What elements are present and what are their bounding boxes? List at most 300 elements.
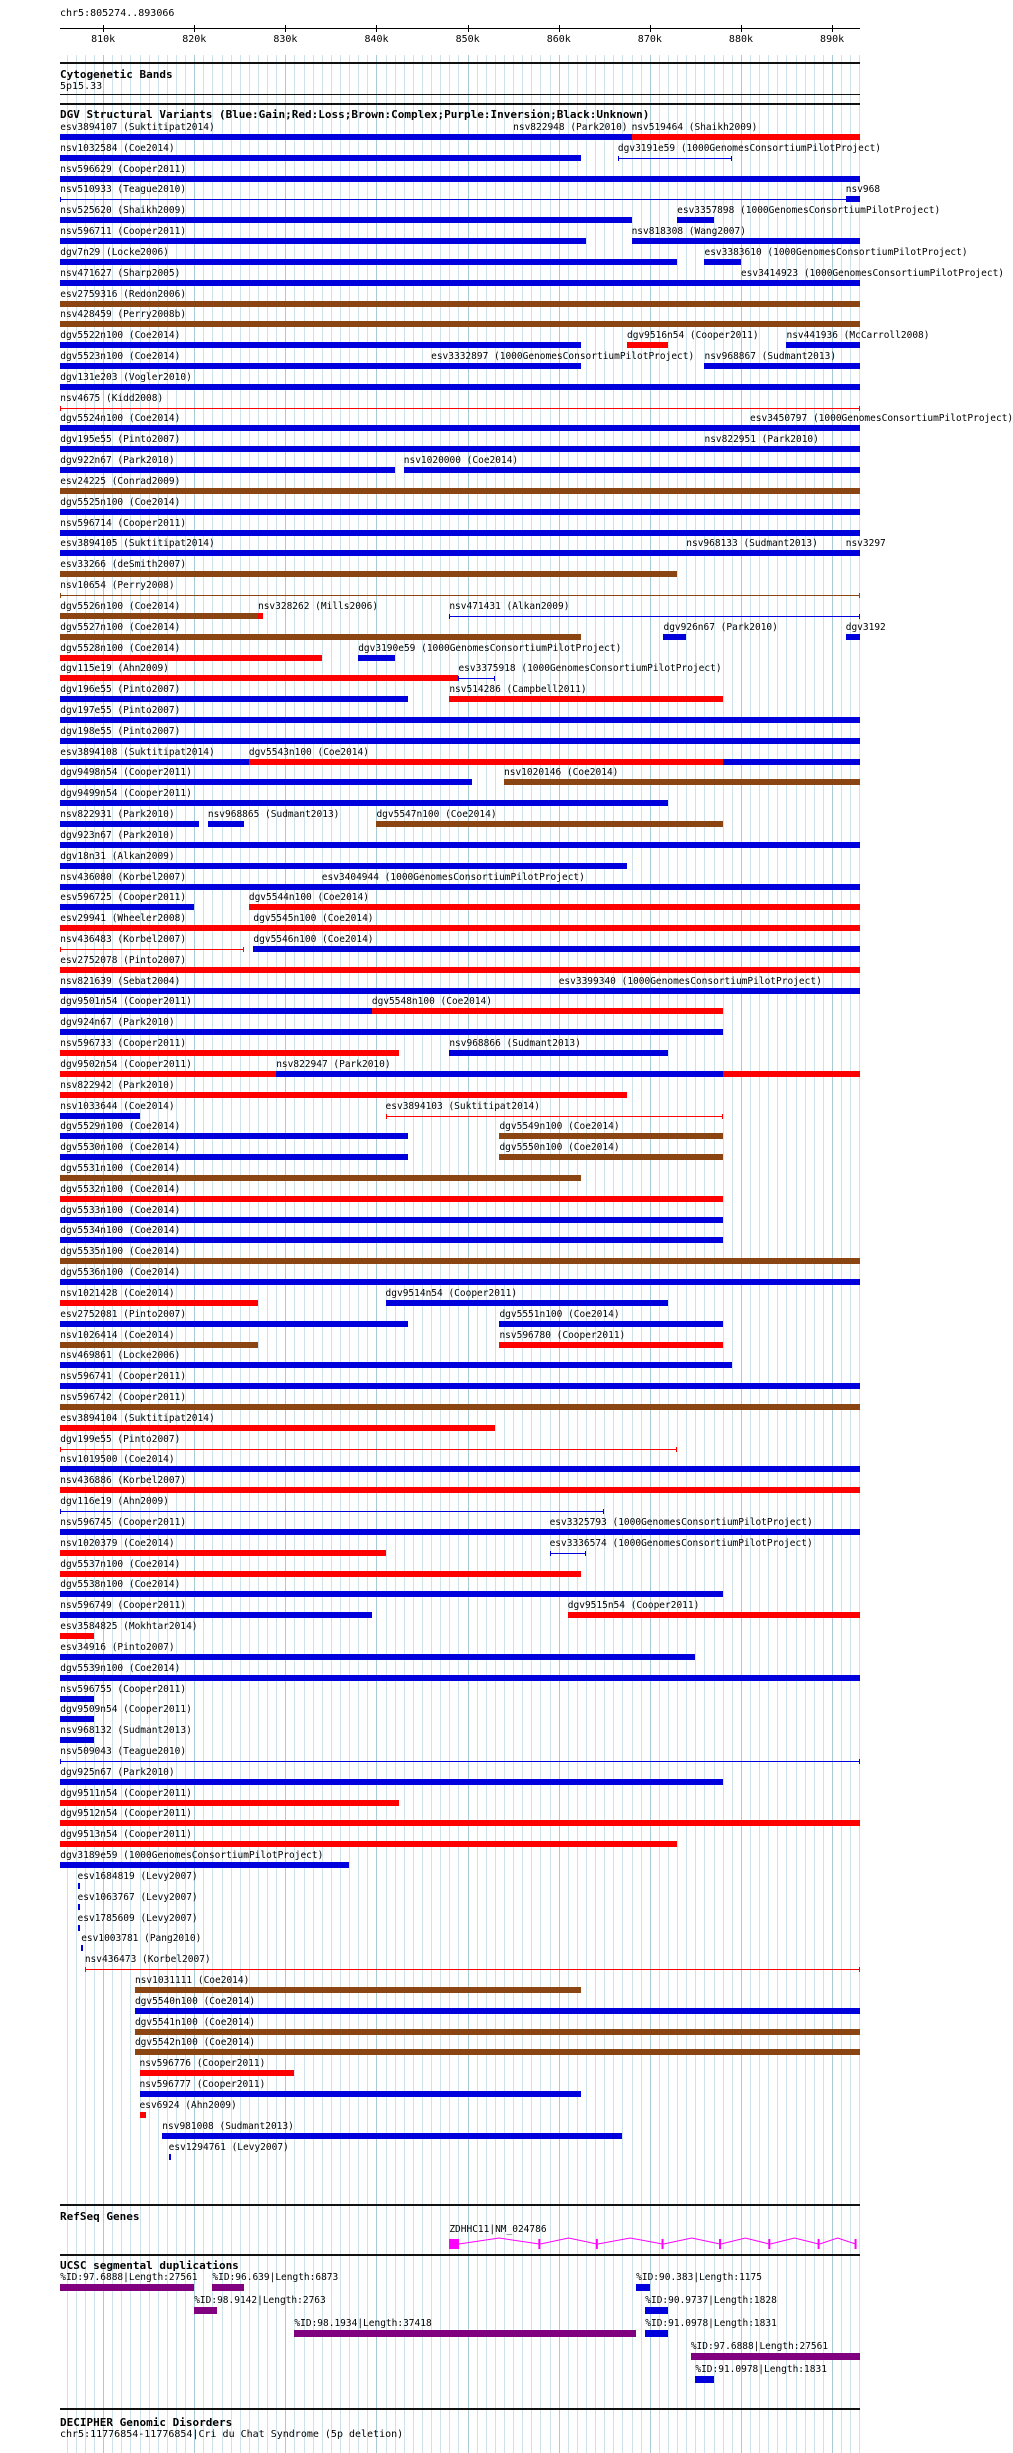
variant-label: nsv968133 (Sudmant2013) xyxy=(686,538,818,550)
structural-variant[interactable] xyxy=(60,1621,198,1643)
structural-variant[interactable] xyxy=(372,996,723,1018)
ruler-tick-label: 820k xyxy=(182,34,207,45)
variant-label: esv3325793 (1000GenomesConsortiumPilotProject) xyxy=(549,1516,813,1528)
structural-variant[interactable] xyxy=(627,330,759,352)
segmental-duplication[interactable] xyxy=(645,2318,777,2340)
structural-variant[interactable] xyxy=(60,226,586,248)
structural-variant[interactable] xyxy=(60,1579,722,1601)
segmental-duplication[interactable] xyxy=(636,2272,762,2294)
variant-end-cap xyxy=(559,989,560,994)
structural-variant[interactable] xyxy=(60,413,860,435)
structural-variant[interactable] xyxy=(60,518,860,540)
variant-bar xyxy=(60,1175,581,1181)
structural-variant[interactable] xyxy=(60,1850,349,1872)
variant-bar xyxy=(449,696,722,702)
variant-bar xyxy=(60,1449,677,1450)
segmental-duplication[interactable] xyxy=(212,2272,339,2294)
structural-variant[interactable] xyxy=(504,767,860,789)
variant-bar xyxy=(376,821,722,827)
structural-variant[interactable] xyxy=(135,1975,582,1997)
ruler-tick xyxy=(103,25,104,32)
section-divider xyxy=(60,2204,860,2206)
variant-label: esv3383610 (1000GenomesConsortiumPilotProject) xyxy=(704,246,968,258)
structural-variant[interactable] xyxy=(632,226,860,248)
variant-bar xyxy=(704,446,860,452)
structural-variant[interactable] xyxy=(60,643,322,665)
variant-bar xyxy=(60,530,860,536)
segdup-label: %ID:98.9142|Length:2763 xyxy=(194,2295,326,2306)
structural-variant[interactable] xyxy=(60,1309,408,1331)
variant-bar xyxy=(60,1571,581,1577)
variant-bar xyxy=(60,321,860,327)
structural-variant[interactable] xyxy=(458,663,722,685)
gene-feature[interactable] xyxy=(449,2224,860,2252)
segmental-duplication[interactable] xyxy=(194,2295,326,2317)
structural-variant[interactable] xyxy=(60,705,860,727)
variant-bar xyxy=(513,134,631,140)
decipher-label[interactable]: chr5:11776854-11776854|Cri du Chat Syndrome (5p deletion) xyxy=(60,2429,404,2440)
variant-label: nsv441936 (McCarroll2008) xyxy=(786,330,930,342)
variant-bar xyxy=(704,259,740,265)
structural-variant[interactable] xyxy=(60,1413,495,1435)
variant-label: esv1785609 (Levy2007) xyxy=(77,1912,198,1924)
variant-label: nsv822931 (Park2010) xyxy=(60,809,175,821)
structural-variant[interactable] xyxy=(168,2141,289,2164)
structural-variant[interactable] xyxy=(663,621,778,644)
variant-label: dgv922n67 (Park2010) xyxy=(60,455,175,467)
ruler-tick xyxy=(285,25,286,32)
structural-variant[interactable] xyxy=(617,142,882,165)
variant-label: dgv5525n100 (Coe2014) xyxy=(60,496,181,508)
variant-bar xyxy=(60,800,668,806)
variant-label: esv24225 (Conrad2009) xyxy=(60,475,181,487)
variant-bar xyxy=(60,571,677,577)
structural-variant[interactable] xyxy=(60,143,581,165)
variant-bar xyxy=(60,696,408,702)
variant-bar xyxy=(60,717,860,723)
structural-variant[interactable] xyxy=(740,267,1005,290)
variant-bar xyxy=(169,2154,172,2160)
variant-label: dgv925n67 (Park2010) xyxy=(60,1766,175,1778)
structural-variant[interactable] xyxy=(499,1330,722,1352)
structural-variant[interactable] xyxy=(704,434,860,456)
variant-label: dgv9498n54 (Cooper2011) xyxy=(60,767,192,779)
structural-variant[interactable] xyxy=(499,1309,722,1331)
variant-bar xyxy=(78,1883,80,1889)
variant-bar xyxy=(60,1737,94,1743)
variant-label: esv3357898 (1000GenomesConsortiumPilotProject) xyxy=(677,205,941,217)
structural-variant[interactable] xyxy=(60,1788,399,1810)
variant-bar xyxy=(741,280,814,286)
variant-label: esv3399340 (1000GenomesConsortiumPilotProject) xyxy=(558,975,822,987)
structural-variant[interactable] xyxy=(60,1017,722,1039)
variant-bar xyxy=(449,616,860,617)
structural-variant[interactable] xyxy=(568,1600,860,1622)
structural-variant[interactable] xyxy=(632,122,860,144)
structural-variant[interactable] xyxy=(60,1704,192,1726)
variant-bar xyxy=(60,1217,722,1223)
structural-variant[interactable] xyxy=(677,205,941,227)
variant-label: nsv1026414 (Coe2014) xyxy=(60,1329,175,1341)
variant-label: dgv9515n54 (Cooper2011) xyxy=(567,1600,700,1612)
intron xyxy=(598,2238,663,2244)
variant-label: esv2759316 (Redon2006) xyxy=(60,288,187,300)
variant-label: dgv5533n100 (Coe2014) xyxy=(60,1204,181,1216)
structural-variant[interactable] xyxy=(404,455,860,477)
variant-bar xyxy=(559,991,623,992)
structural-variant[interactable] xyxy=(140,2058,295,2080)
variant-label: dgv3189e59 (1000GenomesConsortiumPilotProject) xyxy=(60,1850,324,1862)
structural-variant[interactable] xyxy=(845,621,886,644)
structural-variant[interactable] xyxy=(77,1870,198,1893)
structural-variant[interactable] xyxy=(449,1038,668,1060)
variant-bar xyxy=(60,595,860,596)
variant-label: nsv510933 (Teague2010) xyxy=(60,184,187,196)
structural-variant[interactable] xyxy=(60,1746,860,1768)
structural-variant[interactable] xyxy=(704,246,968,269)
structural-variant[interactable] xyxy=(60,289,860,311)
structural-variant[interactable] xyxy=(162,2121,622,2143)
variant-label: nsv4675 (Kidd2008) xyxy=(60,392,164,404)
structural-variant[interactable] xyxy=(60,1246,860,1268)
variant-end-cap xyxy=(618,156,619,161)
structural-variant[interactable] xyxy=(449,684,722,706)
structural-variant[interactable] xyxy=(60,330,581,352)
structural-variant[interactable] xyxy=(499,1121,722,1143)
structural-variant[interactable] xyxy=(60,580,860,602)
structural-variant[interactable] xyxy=(60,809,199,831)
structural-variant[interactable] xyxy=(60,1080,627,1102)
structural-variant[interactable] xyxy=(60,767,472,789)
structural-variant[interactable] xyxy=(376,809,722,831)
ruler-tick xyxy=(741,25,742,32)
segdup-bar xyxy=(695,2376,713,2383)
variant-bar xyxy=(568,1612,860,1618)
structural-variant[interactable] xyxy=(60,996,372,1018)
variant-label: dgv5537n100 (Coe2014) xyxy=(60,1558,181,1570)
variant-label: dgv5535n100 (Coe2014) xyxy=(60,1246,181,1258)
cytoband-line xyxy=(60,94,860,95)
structural-variant[interactable] xyxy=(60,1330,258,1352)
variant-bar xyxy=(60,1466,860,1472)
ruler-tick-label: 830k xyxy=(273,34,298,45)
structural-variant[interactable] xyxy=(140,2079,582,2101)
structural-variant[interactable] xyxy=(249,747,723,769)
exon xyxy=(719,2239,721,2249)
structural-variant[interactable] xyxy=(77,1891,198,1914)
variant-label: dgv5524n100 (Coe2014) xyxy=(60,413,181,425)
variant-bar xyxy=(60,1029,722,1035)
variant-label: dgv5538n100 (Coe2014) xyxy=(60,1579,181,1591)
structural-variant[interactable] xyxy=(253,913,860,935)
variant-label: esv3894105 (Suktitipat2014) xyxy=(60,538,215,550)
variant-bar xyxy=(60,1404,860,1410)
variant-bar xyxy=(60,1841,677,1847)
structural-variant[interactable] xyxy=(60,455,394,477)
variant-label: dgv9501n54 (Cooper2011) xyxy=(60,996,192,1008)
variant-bar xyxy=(458,678,494,679)
variant-label: nsv596714 (Cooper2011) xyxy=(60,517,187,529)
structural-variant[interactable] xyxy=(558,975,822,998)
structural-variant[interactable] xyxy=(60,1600,372,1622)
structural-variant[interactable] xyxy=(321,871,585,894)
ruler-tick-label: 890k xyxy=(820,34,845,45)
variant-label: nsv1031111 (Coe2014) xyxy=(134,1974,250,1986)
variant-bar xyxy=(677,217,713,223)
structural-variant[interactable] xyxy=(686,538,818,560)
variant-label: dgv5540n100 (Coe2014) xyxy=(134,1995,256,2007)
variant-bar xyxy=(60,199,860,200)
variant-label: nsv436886 (Korbel2007) xyxy=(60,1475,187,1487)
variant-bar xyxy=(846,634,860,640)
structural-variant[interactable] xyxy=(81,1933,202,1955)
variant-bar xyxy=(60,904,194,910)
variant-bar xyxy=(60,1820,860,1826)
variant-bar xyxy=(60,1696,94,1702)
structural-variant[interactable] xyxy=(845,184,881,206)
exon xyxy=(855,2239,857,2249)
variant-label: nsv596711 (Cooper2011) xyxy=(60,226,187,238)
structural-variant[interactable] xyxy=(513,122,631,144)
structural-variant[interactable] xyxy=(60,830,860,852)
structural-variant[interactable] xyxy=(60,1454,860,1476)
variant-bar xyxy=(60,884,860,890)
segdup-title[interactable]: UCSC segmental duplications xyxy=(60,2259,239,2272)
variant-label: dgv5539n100 (Coe2014) xyxy=(60,1662,181,1674)
variant-label: esv3450797 (1000GenomesConsortiumPilotProject) xyxy=(750,413,1013,425)
structural-variant[interactable] xyxy=(60,851,627,873)
variant-end-cap xyxy=(243,947,244,952)
structural-variant[interactable] xyxy=(60,1392,860,1414)
structural-variant[interactable] xyxy=(60,1100,175,1123)
variant-label: nsv436483 (Korbel2007) xyxy=(60,933,187,945)
structural-variant[interactable] xyxy=(60,1038,399,1060)
variant-end-cap xyxy=(585,1551,586,1556)
variant-label: dgv5541n100 (Coe2014) xyxy=(134,2016,256,2028)
structural-variant[interactable] xyxy=(60,1267,860,1289)
variant-label: dgv18n31 (Alkan2009) xyxy=(60,850,175,862)
variant-label: esv33266 (deSmith2007) xyxy=(60,559,187,571)
structural-variant[interactable] xyxy=(60,1829,677,1851)
variant-end-cap xyxy=(603,1509,604,1514)
variant-bar xyxy=(60,1633,94,1639)
structural-variant[interactable] xyxy=(60,434,713,456)
variant-label: esv1684819 (Levy2007) xyxy=(77,1870,198,1882)
variant-label: esv3414923 (1000GenomesConsortiumPilotProject) xyxy=(740,267,1005,279)
structural-variant[interactable] xyxy=(386,1101,723,1123)
structural-variant[interactable] xyxy=(60,372,860,394)
variant-label: nsv436080 (Korbel2007) xyxy=(60,871,187,883)
variant-bar xyxy=(60,1133,408,1139)
variant-bar xyxy=(386,1300,668,1306)
variant-bar xyxy=(60,967,860,973)
variant-bar xyxy=(60,1716,94,1722)
dgv-title[interactable]: DGV Structural Variants (Blue:Gain;Red:Loss;Brown:Complex;Purple:Inversion;Black:Unknown) xyxy=(60,108,650,121)
structural-variant[interactable] xyxy=(449,601,860,623)
structural-variant[interactable] xyxy=(60,1288,258,1310)
variant-label: esv596725 (Cooper2011) xyxy=(60,892,187,904)
section-divider xyxy=(60,2408,860,2410)
structural-variant[interactable] xyxy=(276,1059,723,1081)
structural-variant[interactable] xyxy=(249,892,860,914)
structural-variant[interactable] xyxy=(499,1142,722,1164)
variant-bar xyxy=(60,1258,860,1264)
structural-variant[interactable] xyxy=(60,1142,408,1164)
variant-label: dgv5550n100 (Coe2014) xyxy=(499,1142,620,1154)
structural-variant[interactable] xyxy=(358,642,622,665)
segdup-label: %ID:90.383|Length:1175 xyxy=(636,2272,762,2283)
variant-bar xyxy=(60,1612,372,1618)
variant-bar xyxy=(85,1969,860,1970)
variant-label: nsv1021428 (Coe2014) xyxy=(60,1287,175,1299)
variant-label: nsv822948 (Park2010) xyxy=(513,122,628,133)
segdup-label: %ID:96.639|Length:6873 xyxy=(212,2272,339,2283)
variant-bar xyxy=(81,1945,83,1951)
structural-variant[interactable] xyxy=(60,1163,581,1185)
variant-label: dgv5522n100 (Coe2014) xyxy=(60,330,181,342)
variant-bar xyxy=(846,550,851,556)
structural-variant[interactable] xyxy=(60,1496,604,1518)
structural-variant[interactable] xyxy=(77,1912,198,1935)
variant-label: nsv471627 (Sharp2005) xyxy=(60,267,181,279)
variant-label: nsv1019500 (Coe2014) xyxy=(60,1454,175,1466)
structural-variant[interactable] xyxy=(845,538,886,560)
variant-label: nsv509043 (Teague2010) xyxy=(60,1745,187,1757)
segmental-duplication[interactable] xyxy=(294,2318,636,2340)
variant-label: dgv5530n100 (Coe2014) xyxy=(60,1142,181,1154)
structural-variant[interactable] xyxy=(60,476,860,498)
variant-bar xyxy=(60,1529,860,1535)
structural-variant[interactable] xyxy=(60,1663,860,1685)
structural-variant[interactable] xyxy=(135,2037,860,2059)
structural-variant[interactable] xyxy=(386,1288,668,1310)
variant-end-cap xyxy=(494,676,495,681)
structural-variant[interactable] xyxy=(549,1537,813,1560)
refseq-section xyxy=(60,2204,860,2254)
structural-variant[interactable] xyxy=(60,892,194,914)
variant-end-cap xyxy=(386,1114,387,1119)
variant-label: nsv10654 (Perry2008) xyxy=(60,580,175,592)
structural-variant[interactable] xyxy=(60,726,860,748)
variant-end-cap xyxy=(550,1530,551,1535)
structural-variant[interactable] xyxy=(60,164,860,186)
structural-variant[interactable] xyxy=(207,809,340,831)
structural-variant[interactable] xyxy=(60,1371,860,1393)
segmental-duplication[interactable] xyxy=(60,2272,198,2294)
variant-bar xyxy=(135,2029,860,2035)
variant-end-cap xyxy=(60,1509,61,1514)
variant-bar xyxy=(60,446,713,452)
structural-variant[interactable] xyxy=(60,934,244,956)
structural-variant[interactable] xyxy=(60,684,408,706)
variant-end-cap xyxy=(859,1759,860,1764)
structural-variant[interactable] xyxy=(60,1683,187,1706)
structural-variant[interactable] xyxy=(60,1225,722,1247)
structural-variant[interactable] xyxy=(85,1954,860,1976)
cytoband-title[interactable]: Cytogenetic Bands xyxy=(60,68,173,81)
variant-bar xyxy=(249,759,723,765)
decipher-title[interactable]: DECIPHER Genomic Disorders xyxy=(60,2416,233,2429)
structural-variant[interactable] xyxy=(60,1642,695,1664)
structural-variant[interactable] xyxy=(60,247,677,269)
structural-variant[interactable] xyxy=(135,1996,860,2018)
structural-variant[interactable] xyxy=(253,934,860,956)
structural-variant[interactable] xyxy=(60,1121,408,1143)
variant-bar xyxy=(60,1383,860,1389)
structural-variant[interactable] xyxy=(60,663,458,685)
structural-variant[interactable] xyxy=(60,205,631,227)
structural-variant[interactable] xyxy=(60,1559,581,1581)
structural-variant[interactable] xyxy=(60,1350,732,1372)
segmental-duplication[interactable] xyxy=(645,2295,777,2317)
structural-variant[interactable] xyxy=(60,1808,860,1830)
variant-bar xyxy=(404,467,860,473)
structural-variant[interactable] xyxy=(60,184,860,206)
structural-variant[interactable] xyxy=(139,2099,237,2122)
structural-variant[interactable] xyxy=(704,351,860,373)
variant-bar xyxy=(60,821,199,827)
variant-end-cap xyxy=(457,364,458,369)
structural-variant[interactable] xyxy=(60,1434,677,1456)
variant-bar xyxy=(60,1196,722,1202)
structural-variant[interactable] xyxy=(60,1475,860,1497)
refseq-title[interactable]: RefSeq Genes xyxy=(60,2210,140,2223)
structural-variant[interactable] xyxy=(431,351,695,373)
variant-end-cap xyxy=(621,989,622,994)
structural-variant[interactable] xyxy=(60,622,581,644)
variant-label: esv3375918 (1000GenomesConsortiumPilotProject) xyxy=(458,663,722,675)
variant-bar xyxy=(60,488,860,494)
structural-variant[interactable] xyxy=(60,1205,722,1227)
segdup-label: %ID:91.0978|Length:1831 xyxy=(645,2318,777,2329)
structural-variant[interactable] xyxy=(60,1725,192,1747)
ruler-tick-label: 860k xyxy=(546,34,571,45)
variant-bar xyxy=(786,342,860,348)
variant-label: nsv514286 (Campbell2011) xyxy=(449,684,587,696)
variant-label: nsv328262 (Mills2006) xyxy=(257,600,379,612)
cytoband-label: 5p15.33 xyxy=(60,81,103,92)
segmental-duplication[interactable] xyxy=(691,2341,860,2363)
structural-variant[interactable] xyxy=(135,2017,860,2039)
segmental-duplication[interactable] xyxy=(695,2364,827,2386)
variant-bar xyxy=(60,1113,139,1119)
structural-variant[interactable] xyxy=(750,413,1013,435)
position-ruler xyxy=(60,8,860,48)
exon xyxy=(596,2239,598,2249)
variant-label: nsv596745 (Cooper2011) xyxy=(60,1516,187,1528)
variant-bar xyxy=(358,655,394,661)
structural-variant[interactable] xyxy=(60,1767,722,1789)
structural-variant[interactable] xyxy=(60,393,860,415)
structural-variant[interactable] xyxy=(60,601,258,623)
structural-variant[interactable] xyxy=(549,1516,813,1539)
variant-label: dgv9516n54 (Cooper2011) xyxy=(627,330,759,342)
structural-variant[interactable] xyxy=(60,497,860,519)
variant-end-cap xyxy=(859,593,860,598)
structural-variant[interactable] xyxy=(60,559,677,581)
structural-variant[interactable] xyxy=(786,330,930,352)
variant-bar xyxy=(208,821,244,827)
structural-variant[interactable] xyxy=(60,955,860,977)
variant-end-cap xyxy=(60,1447,61,1452)
structural-variant[interactable] xyxy=(60,1538,385,1560)
structural-variant[interactable] xyxy=(60,1184,722,1206)
structural-variant[interactable] xyxy=(60,788,668,810)
variant-bar xyxy=(632,238,860,244)
structural-variant[interactable] xyxy=(60,309,860,331)
variant-label: dgv3192 xyxy=(845,621,886,633)
structural-variant[interactable] xyxy=(257,600,379,623)
